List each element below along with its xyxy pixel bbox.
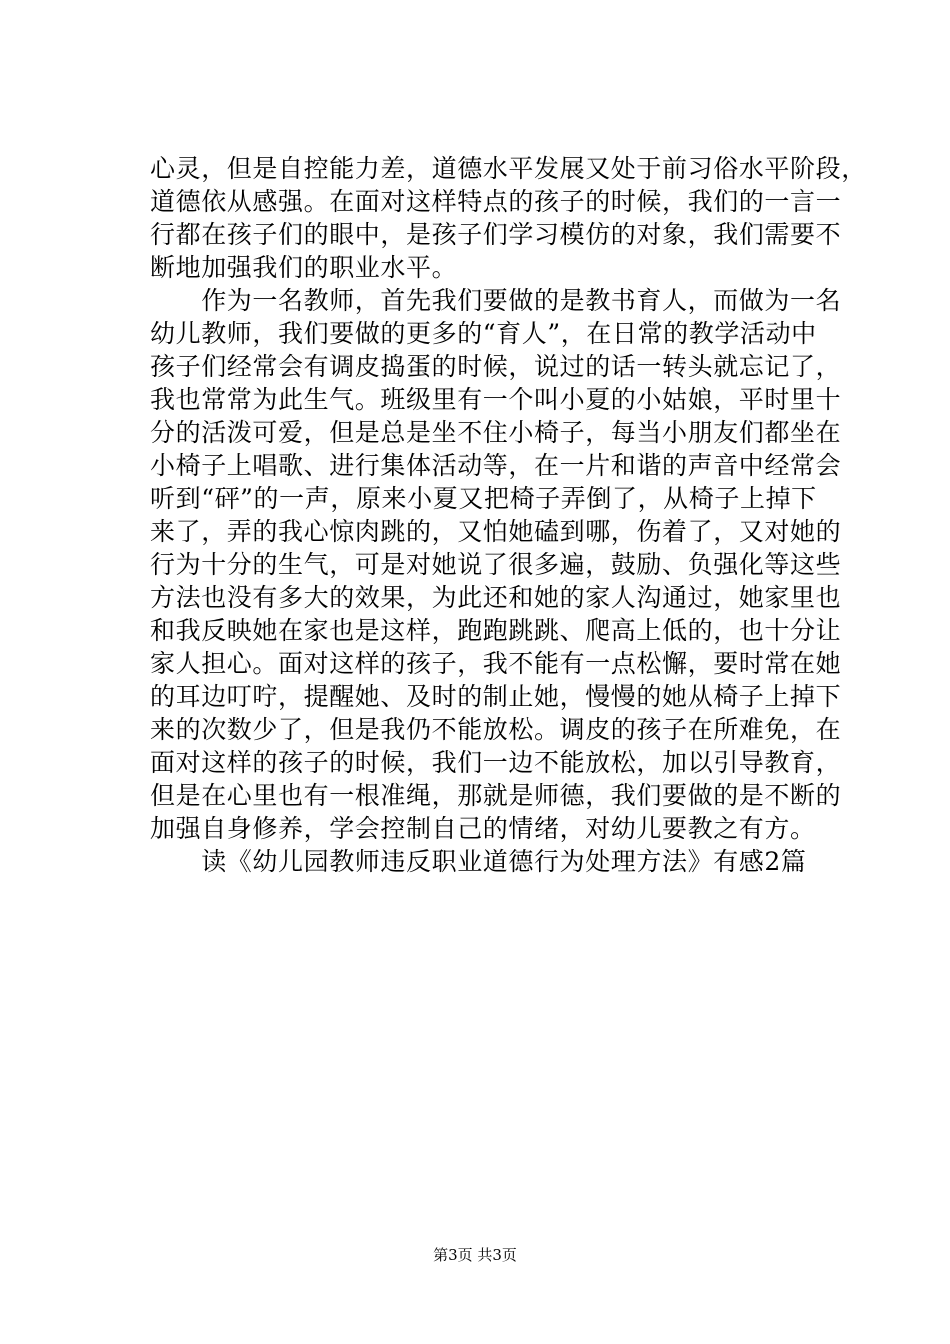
text-line: 道德依从感强。在面对这样特点的孩子的时候，我们的一言一 xyxy=(150,187,842,216)
text-line: 但是在心里也有一根准绳，那就是师德，我们要做的是不断的 xyxy=(150,781,842,810)
text-line: 加强自身修养，学会控制自己的情绪，对幼儿要教之有方。 xyxy=(150,814,816,843)
text-line: 心灵，但是自控能力差，道德水平发展又处于前习俗水平阶段， xyxy=(150,154,867,183)
text-line: 和我反映她在家也是这样，跑跑跳跳、爬高上低的，也十分让 xyxy=(150,616,842,645)
text-line: 断地加强我们的职业水平。 xyxy=(150,253,458,282)
page-footer: 第3页 共3页 xyxy=(433,1246,517,1264)
text-line: 幼儿教师，我们要做的更多的“育人”，在日常的教学活动中 xyxy=(150,319,817,348)
text-line: 来的次数少了，但是我仍不能放松。调皮的孩子在所难免，在 xyxy=(150,715,842,744)
text-line: 行都在孩子们的眼中，是孩子们学习模仿的对象，我们需要不 xyxy=(150,220,842,249)
text-line: 我也常常为此生气。班级里有一个叫小夏的小姑娘，平时里十 xyxy=(150,385,842,414)
text-line: 分的活泼可爱，但是总是坐不住小椅子，每当小朋友们都坐在 xyxy=(150,418,842,447)
text-line: 小椅子上唱歌、进行集体活动等，在一片和谐的声音中经常会 xyxy=(150,451,842,480)
text-line: 面对这样的孩子的时候，我们一边不能放松，加以引导教育， xyxy=(150,748,842,777)
body-text xyxy=(150,152,867,878)
text-line: 孩子们经常会有调皮捣蛋的时候，说过的话一转头就忘记了， xyxy=(150,352,842,381)
text-line: 家人担心。面对这样的孩子，我不能有一点松懈，要时常在她 xyxy=(150,649,842,678)
text-line: 听到“砰”的一声，原来小夏又把椅子弄倒了，从椅子上掉下 xyxy=(150,484,817,513)
text-line: 作为一名教师，首先我们要做的是教书育人，而做为一名 xyxy=(150,286,842,315)
text-line: 的耳边叮咛，提醒她、及时的制止她，慢慢的她从椅子上掉下 xyxy=(150,682,842,711)
text-line: 来了，弄的我心惊肉跳的，又怕她磕到哪，伤着了，又对她的 xyxy=(150,517,842,546)
text-line: 行为十分的生气，可是对她说了很多遍，鼓励、负强化等这些 xyxy=(150,550,842,579)
text-line: 方法也没有多大的效果，为此还和她的家人沟通过，她家里也 xyxy=(150,583,842,612)
heading-line: 读《幼儿园教师违反职业道德行为处理方法》有感2篇 xyxy=(150,847,807,876)
